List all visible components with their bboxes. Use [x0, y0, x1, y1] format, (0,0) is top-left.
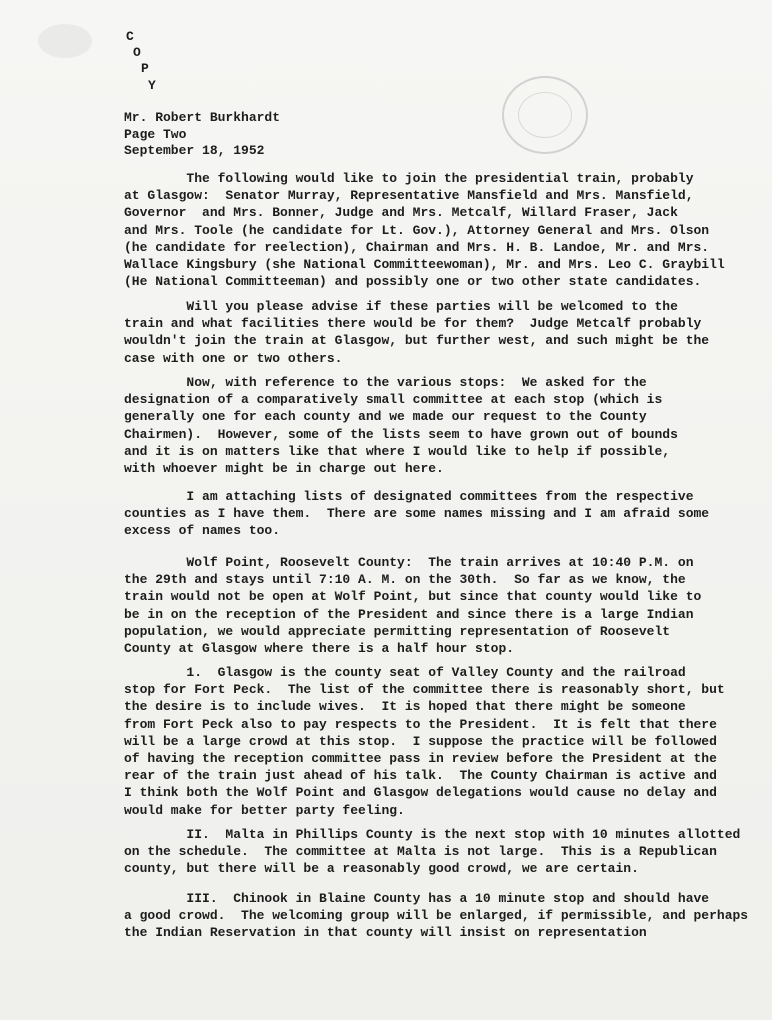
text-line: and Mrs. Toole (he candidate for Lt. Gov.), Attorney General and Mrs. Olson: [124, 222, 710, 238]
text-line: Will you please advise if these parties will be welcomed to the: [124, 299, 678, 314]
text-line: the 29th and stays until 7:10 A. M. on the 30th. So far as we know, the: [124, 572, 686, 588]
copy-mark-y: Y: [148, 78, 156, 93]
text-line: Governor and Mrs. Bonner, Judge and Mrs. Metcalf, Willard Fraser, Jack: [124, 205, 678, 221]
paragraph-6: [124, 664, 725, 819]
text-line: be in on the reception of the President and since there is a large Indian: [124, 606, 694, 622]
paper-smudge: [38, 24, 92, 58]
text-line: with whoever might be in charge out here.: [124, 461, 444, 477]
text-line: Chairmen). However, some of the lists seem to have grown out of bounds: [124, 426, 678, 442]
text-line: from Fort Peck also to pay respects to the President. It is felt that there: [124, 716, 717, 732]
copy-mark-p: P: [141, 61, 149, 76]
text-line: rear of the train just ahead of his talk. The County Chairman is active and: [124, 768, 717, 784]
text-line: I think both the Wolf Point and Glasgow delegations would cause no delay and: [124, 785, 717, 801]
paragraph-1: [124, 170, 725, 290]
text-line: train would not be open at Wolf Point, but since that county would like to: [124, 589, 702, 605]
text-line: at Glasgow: Senator Murray, Representative Mansfield and Mrs. Mansfield,: [124, 188, 694, 204]
paragraph-7: [124, 826, 740, 878]
text-line: II. Malta in Phillips County is the next stop with 10 minutes allotted: [124, 827, 741, 842]
paragraph-3: [124, 374, 678, 477]
text-line: excess of names too.: [124, 523, 281, 539]
text-line: a good crowd. The welcoming group will be enlarged, if permissible, and perhaps: [124, 908, 749, 924]
text-line: III. Chinook in Blaine County has a 10 minute stop and should have: [124, 891, 710, 906]
text-line: (he candidate for reelection), Chairman and Mrs. H. B. Landoe, Mr. and Mrs.: [124, 239, 710, 255]
text-line: designation of a comparatively small committee at each stop (which is: [124, 392, 663, 408]
text-line: and it is on matters like that where I would like to help if possible,: [124, 443, 671, 459]
copy-mark-c: C: [126, 29, 134, 44]
paragraph-5: [124, 554, 701, 657]
text-line: (He National Committeeman) and possibly one or two other state candidates.: [124, 274, 702, 290]
paragraph-4: [124, 488, 709, 540]
text-line: of having the reception committee pass in review before the President at the: [124, 751, 717, 767]
text-line: county, but there will be a reasonably good crowd, we are certain.: [124, 861, 639, 877]
text-line: The following would like to join the presidential train, probably: [124, 171, 694, 186]
text-line: the desire is to include wives. It is hoped that there might be someone: [124, 699, 686, 715]
text-line: Wolf Point, Roosevelt County: The train arrives at 10:40 P.M. on: [124, 555, 694, 570]
text-line: generally one for each county and we made our request to the County: [124, 409, 647, 425]
paragraph-8: [124, 890, 748, 942]
text-line: County at Glasgow where there is a half hour stop.: [124, 641, 515, 657]
text-line: I am attaching lists of designated committees from the respective: [124, 489, 694, 504]
text-line: stop for Fort Peck. The list of the committee there is reasonably short, but: [124, 682, 725, 698]
text-line: population, we would appreciate permitting representation of Roosevelt: [124, 623, 671, 639]
paragraph-2: [124, 298, 709, 367]
text-line: counties as I have them. There are some names missing and I am afraid some: [124, 506, 710, 522]
text-line: wouldn't join the train at Glasgow, but further west, and such might be the: [124, 333, 710, 349]
library-stamp: [502, 76, 588, 154]
letter-date: September 18, 1952: [124, 143, 265, 158]
text-line: Wallace Kingsbury (she National Committeewoman), Mr. and Mrs. Leo C. Graybill: [124, 257, 725, 273]
copy-mark-o: O: [133, 45, 141, 60]
text-line: will be a large crowd at this stop. I suppose the practice will be followed: [124, 733, 717, 749]
text-line: case with one or two others.: [124, 350, 343, 366]
text-line: 1. Glasgow is the county seat of Valley County and the railroad: [124, 665, 686, 680]
page-number: Page Two: [124, 126, 187, 142]
text-line: would make for better party feeling.: [124, 802, 405, 818]
recipient-name: Mr. Robert Burkhardt: [124, 110, 281, 125]
text-line: Now, with reference to the various stops: We asked for the: [124, 375, 647, 390]
letter-header: [124, 110, 280, 160]
text-line: train and what facilities there would be for them? Judge Metcalf probably: [124, 316, 702, 332]
text-line: the Indian Reservation in that county will insist on representation: [124, 925, 647, 941]
text-line: on the schedule. The committee at Malta is not large. This is a Republican: [124, 844, 717, 860]
